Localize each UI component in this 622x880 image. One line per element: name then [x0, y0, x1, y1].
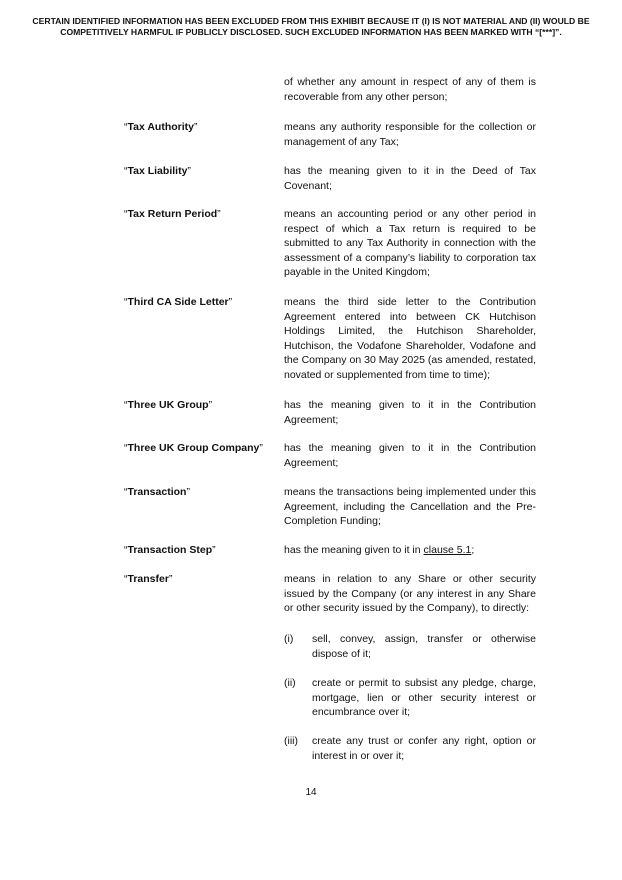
open-quote: “ [124, 399, 128, 411]
open-quote: “ [124, 486, 128, 498]
definition-transfer: means in relation to any Share or other security issued by the Company (or any interest in any Share or other security issued by the Company), to directly: [284, 573, 536, 615]
close-quote: ” [194, 121, 198, 133]
definition-three-uk-group: has the meaning given to it in the Contribution Agreement; [284, 399, 536, 426]
close-quote: ” [228, 296, 233, 308]
page-number: 14 [305, 787, 317, 798]
definition-tax-return-period: means an accounting period or any other period in respect of which a Tax return is required to be submitted to any Tax Authority in connection with the assessment of a company’s liability to corporation tax payable in the United Kingdom; [284, 208, 536, 279]
term-three-uk-group-company [124, 441, 282, 456]
item-text: create or permit to subsist any pledge, charge, mortgage, lien or other security interest or encumbrance over it; [312, 677, 536, 719]
open-quote: “ [124, 442, 128, 454]
term-label: Tax Return Period [127, 208, 218, 220]
open-quote: “ [124, 208, 128, 220]
term-label: Three UK Group [127, 399, 209, 411]
term-third-ca-side-letter [124, 295, 282, 310]
item-text: create any trust or confer any right, option or interest in or over it; [312, 735, 536, 762]
close-quote: ” [187, 165, 191, 177]
definition-transaction: means the transactions being implemented under this Agreement, including the Cancellation and the Pre-Completion Funding; [284, 486, 536, 528]
item-number: (i) [284, 633, 294, 645]
definition-text-end: ; [471, 544, 475, 556]
term-transaction [124, 485, 282, 500]
definition-tax-liability: has the meaning given to it in the Deed of Tax Covenant; [284, 165, 536, 192]
term-label: Tax Liability [127, 165, 188, 177]
close-quote: ” [217, 208, 221, 220]
open-quote: “ [124, 573, 128, 585]
open-quote: “ [124, 165, 128, 177]
term-transaction-step [124, 543, 282, 558]
item-text: sell, convey, assign, transfer or otherwise dispose of it; [312, 633, 536, 660]
close-quote: ” [208, 399, 213, 411]
close-quote: ” [186, 486, 190, 498]
definition-three-uk-group-company: has the meaning given to it in the Contribution Agreement; [284, 442, 536, 469]
definition-tax-authority: means any authority responsible for the collection or management of any Tax; [284, 121, 536, 148]
close-quote: ” [168, 573, 173, 585]
term-label: Third CA Side Letter [127, 296, 229, 308]
close-quote: ” [212, 544, 216, 556]
continuation-text: of whether any amount in respect of any of them is recoverable from any other person; [284, 76, 536, 103]
confidentiality-banner: CERTAIN IDENTIFIED INFORMATION HAS BEEN EXCLUDED FROM THIS EXHIBIT BECAUSE IT (I) IS NOT MATERIAL AND (II) WOULD BE COMPETITIVELY HARMFUL IF PUBLICLY DISCLOSED. SUCH EXCLUDED INFORMATION HAS BEEN MARKED WITH “[***]”. [32, 16, 590, 37]
close-quote: ” [259, 442, 263, 454]
open-quote: “ [124, 544, 128, 556]
term-label: Three UK Group Company [127, 442, 260, 454]
open-quote: “ [124, 121, 128, 133]
clause-reference-link[interactable]: clause 5.1 [423, 544, 472, 556]
term-label: Transfer [127, 573, 169, 585]
item-number: (iii) [284, 735, 298, 747]
term-tax-authority [124, 120, 282, 135]
definition-transaction-step [284, 543, 536, 558]
item-number: (ii) [284, 677, 296, 689]
term-tax-return-period [124, 207, 282, 222]
term-label: Tax Authority [127, 121, 195, 133]
open-quote: “ [124, 296, 128, 308]
term-three-uk-group [124, 398, 282, 413]
term-label: Transaction [127, 486, 187, 498]
term-label: Transaction Step [127, 544, 213, 556]
term-tax-liability [124, 164, 282, 179]
definition-third-ca-side-letter: means the third side letter to the Contribution Agreement entered into between CK Hutchison Holdings Limited, the Hutchison Shareholder, Hutchison, the Vodafone Shareholder, Vodafone and the Company on 30 May 2025 (as amended, restated, novated or supplemented from time to time); [284, 296, 536, 381]
term-transfer [124, 572, 282, 587]
definition-text: has the meaning given to it in [284, 544, 424, 556]
